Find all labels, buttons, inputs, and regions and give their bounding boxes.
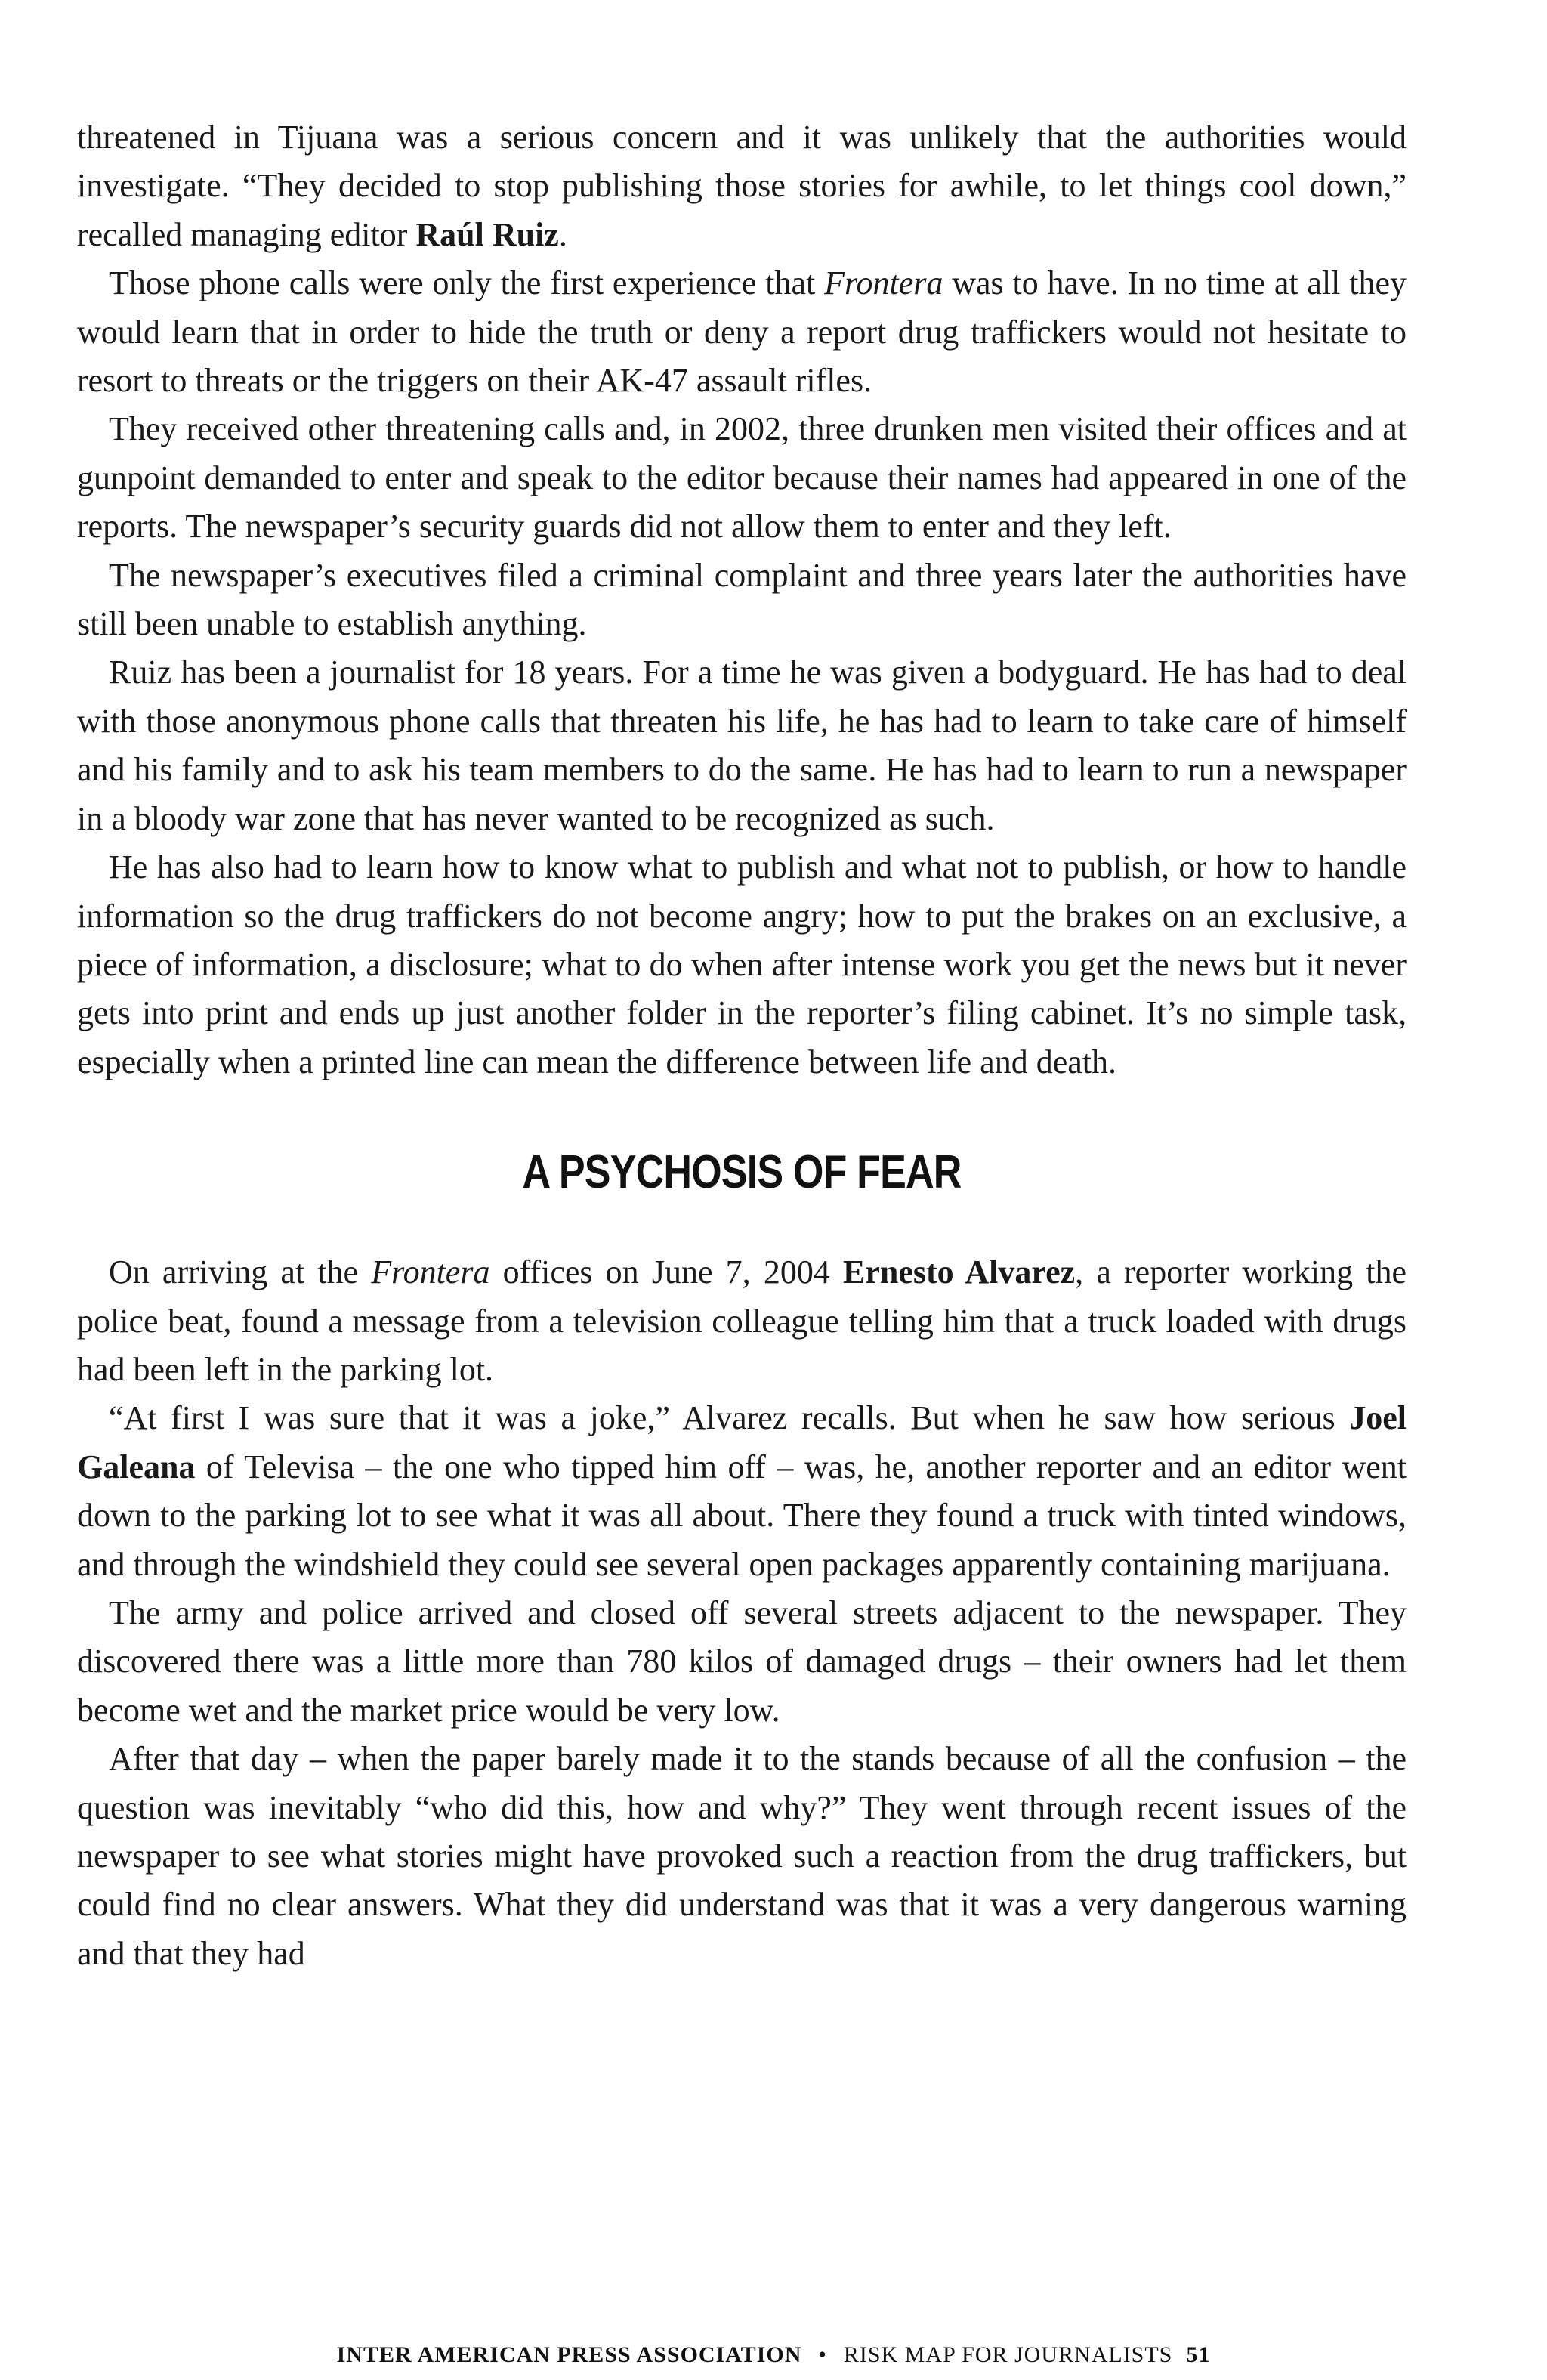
paragraph — [77, 552, 1407, 649]
page-number: 51 — [1186, 2342, 1211, 2367]
person-name: Ernesto Alvarez — [842, 1253, 1076, 1291]
text-run: . — [558, 215, 567, 253]
text-run: , a reporter working the police beat, found a message from a television colleague telling him that a truck loaded with drugs had been left in the parking lot. — [77, 1253, 1407, 1388]
footer-separator: • — [818, 2342, 827, 2367]
text-run: They received other threatening calls and, in 2002, three drunken men visited their offices and at gunpoint demanded to enter and speak to the editor because their names had appeared in one of the reports. The newspaper’s security guards did not allow them to enter and they left. — [77, 410, 1407, 546]
paragraph — [77, 1248, 1407, 1394]
paragraph — [77, 405, 1407, 551]
paragraph — [77, 1589, 1407, 1735]
publication-title: Frontera — [824, 264, 943, 302]
text-run: of Televisa – the one who tipped him off – was, he, another reporter and an editor went down to the parking lot to see what it was all about. There they found a truck with tinted windows, and through the windshield they could see several open packages apparently containing marijuana. — [77, 1448, 1407, 1583]
text-run: The army and police arrived and closed off several streets adjacent to the newspaper. They discovered there was a little more than 780 kilos of damaged drugs – their owners had let them become wet and the market price would be very low. — [77, 1593, 1407, 1729]
paragraph — [77, 259, 1407, 405]
text-run: “At first I was sure that it was a joke,” Alvarez recalls. But when he saw how serious — [109, 1399, 1350, 1437]
footer-organization: INTER AMERICAN PRESS ASSOCIATION — [336, 2342, 802, 2367]
text-run: The newspaper’s executives filed a criminal complaint and three years later the authorities have still been unable to establish anything. — [77, 556, 1407, 643]
section-heading: A PSYCHOSIS OF FEAR — [522, 1146, 962, 1199]
article-body-section — [77, 1248, 1407, 1978]
text-run: After that day – when the paper barely made it to the stands because of all the confusion – the question was inevitably “who did this, how and why?” They went through recent issues of the newspaper to see what stories might have provoked such a reaction from the drug traffickers, but could find no clear answers. What they did understand was that it was a very dangerous warning and that they had — [77, 1740, 1407, 1972]
paragraph — [77, 1735, 1407, 1978]
footer-publication: RISK MAP FOR JOURNALISTS — [843, 2342, 1173, 2367]
paragraph — [77, 1394, 1407, 1589]
paragraph — [77, 113, 1407, 259]
text-run: offices on June 7, 2004 — [489, 1253, 843, 1291]
text-run: Those phone calls were only the first experience that — [109, 264, 825, 302]
page-body — [77, 113, 1407, 1978]
text-run: threatened in Tijuana was a serious concern and it was unlikely that the authorities would investigate. “They decided to stop publishing those stories for awhile, to let things cool down,” recalled managing editor — [77, 119, 1407, 253]
paragraph — [77, 648, 1407, 843]
text-run: Ruiz has been a journalist for 18 years. For a time he was given a bodyguard. He has had to deal with those anonymous phone calls that threaten his life, he has had to learn to take care of himself and his family and to ask his team members to do the same. He has had to learn to run a newspaper in a bloody war zone that has never wanted to be recognized as such. — [77, 654, 1407, 837]
text-run: He has also had to learn how to know what to publish and what not to publish, or how to handle information so the drug traffickers do not become angry; how to put the brakes on an exclusive, a piece of information, a disclosure; what to do when after intense work you get the news but it never gets into print and ends up just another folder in the reporter’s filing cabinet. It’s no simple task, especially when a printed line can mean the difference between life and death. — [77, 848, 1407, 1080]
person-name: Joel Galeana — [77, 1399, 1407, 1485]
publication-title: Frontera — [371, 1253, 490, 1291]
text-run: On arriving at the — [109, 1253, 372, 1291]
paragraph — [77, 843, 1407, 1086]
person-name: Raúl Ruiz — [415, 215, 559, 253]
page-footer — [0, 2342, 1547, 2380]
text-run: was to have. In no time at all they would learn that in order to hide the truth or deny a report drug traffickers would not hesitate to resort to threats or the triggers on their AK-47 assault rifles. — [77, 264, 1407, 400]
article-body-top — [77, 113, 1407, 1086]
